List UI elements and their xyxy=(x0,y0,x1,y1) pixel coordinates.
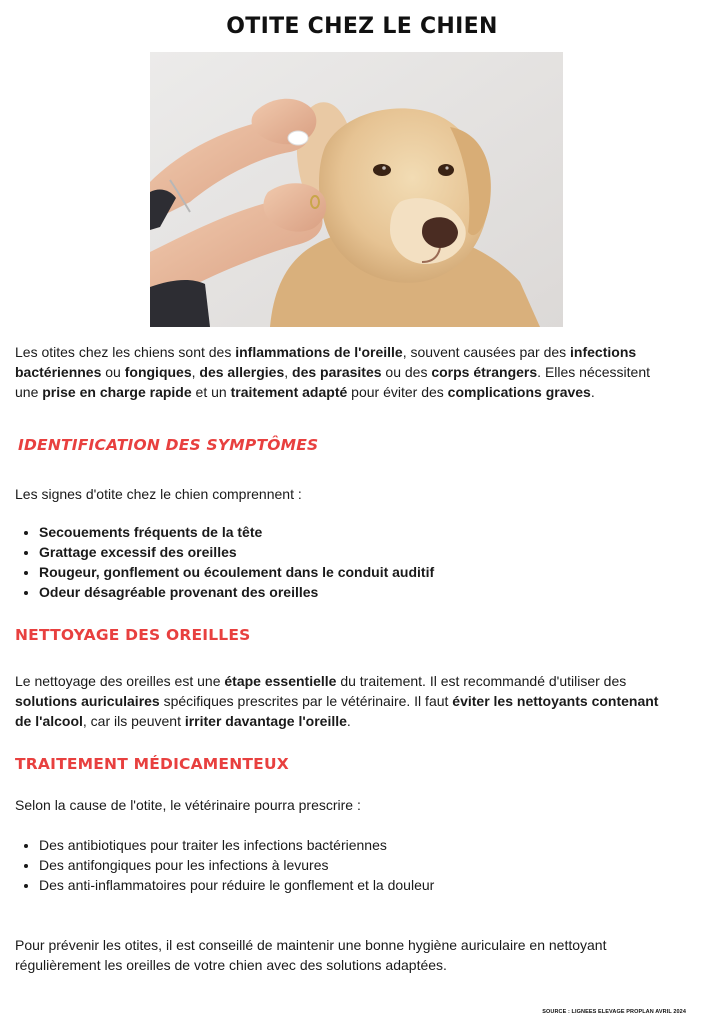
cleaning-paragraph: Le nettoyage des oreilles est une étape essentielle du traitement. Il est recommandé d'utiliser des solutions auriculaires spécifiques prescrites par le vétérinaire. Il faut éviter les nettoyants contenant de l'alcool, car ils peuvent irriter davantage l'oreille. xyxy=(15,673,659,729)
list-item: • Grattage excessif des oreilles xyxy=(39,542,434,562)
list-item: • Odeur désagréable provenant des oreilles xyxy=(39,582,434,602)
cleaning-heading: NETTOYAGE DES OREILLES xyxy=(15,626,251,644)
intro-paragraph: Les otites chez les chiens sont des inflammations de l'oreille, souvent causées par des infections bactériennes ou fongiques, des allergies, des parasites ou des corps étrangers. Elles nécessitent une prise en charge rapide et un traitement adapté pour éviter des complications graves. xyxy=(15,344,651,400)
treatment-lead: Selon la cause de l'otite, le vétérinaire pourra prescrire : xyxy=(15,797,361,813)
list-item: • Des antifongiques pour les infections à levures xyxy=(39,855,434,875)
page-title: OTITE CHEZ LE CHIEN xyxy=(226,14,498,39)
conclusion-paragraph: Pour prévenir les otites, il est conseillé de maintenir une bonne hygiène auriculaire en nettoyant régulièrement les oreilles de votre chien avec des solutions adaptées. xyxy=(15,937,607,973)
list-item: • Rougeur, gonflement ou écoulement dans le conduit auditif xyxy=(39,562,434,582)
symptoms-heading: IDENTIFICATION DES SYMPTÔMES xyxy=(18,436,319,454)
symptoms-lead: Les signes d'otite chez le chien comprennent : xyxy=(15,486,302,502)
treatment-heading: TRAITEMENT MÉDICAMENTEUX xyxy=(15,755,289,773)
list-item: • Des anti-inflammatoires pour réduire le gonflement et la douleur xyxy=(39,875,434,895)
source-credit: SOURCE : LIGNEES ELEVAGE PROPLAN AVRIL 2024 xyxy=(542,1009,686,1015)
symptoms-list xyxy=(15,522,434,602)
treatment-list xyxy=(15,835,434,895)
list-item: • Secouements fréquents de la tête xyxy=(39,522,434,542)
dog-ear-cleaning-photo xyxy=(150,52,563,327)
list-item: • Des antibiotiques pour traiter les infections bactériennes xyxy=(39,835,434,855)
